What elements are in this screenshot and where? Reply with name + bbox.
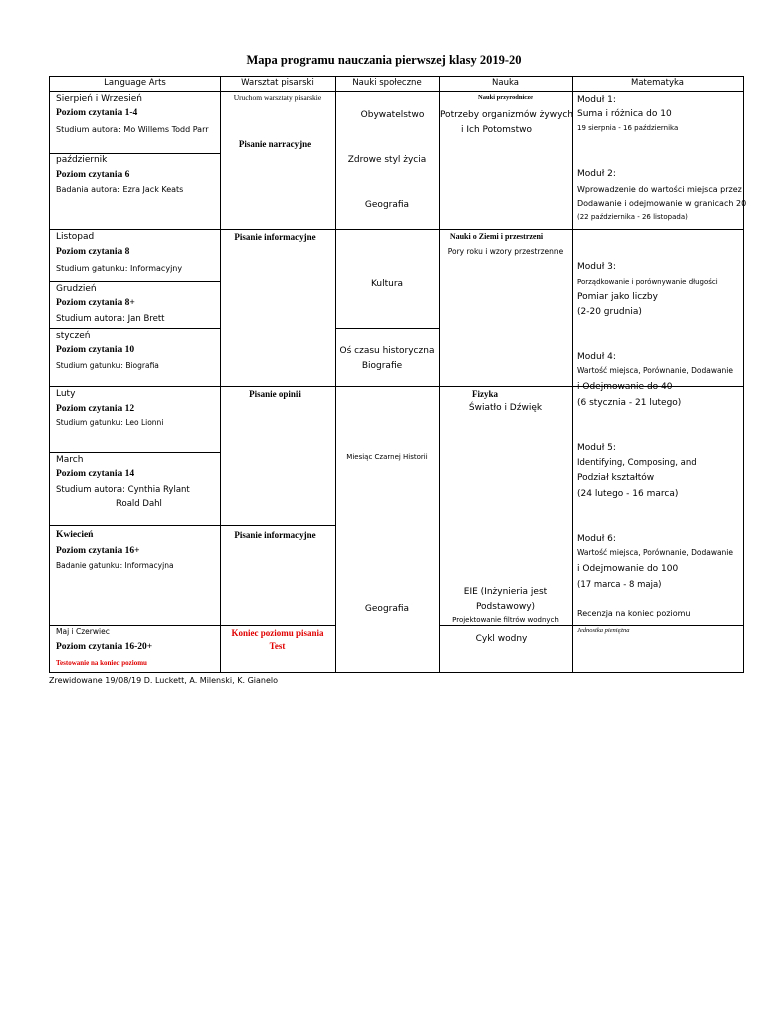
row-divider xyxy=(49,328,221,329)
math-module-title: Moduł 5: xyxy=(577,443,616,453)
science-life-topic-line2: i Ich Potomstwo xyxy=(460,125,533,135)
math-module-topic: Porządkowanie i porównywanie długości xyxy=(577,278,718,286)
reading-level: Poziom czytania 12 xyxy=(56,404,135,414)
month-label: Luty xyxy=(56,389,76,399)
math-module-topic: Wartość miejsca, Porównanie, Dodawanie xyxy=(577,548,733,557)
reading-level: Poziom czytania 1-4 xyxy=(56,108,138,118)
month-label: Kwiecień xyxy=(56,530,94,540)
month-label: Sierpień i Wrzesień xyxy=(56,94,143,104)
reading-level: Poziom czytania 14 xyxy=(56,469,135,479)
column-divider xyxy=(335,76,336,672)
column-header-writing: Warsztat pisarski xyxy=(241,78,314,88)
month-label: Grudzień xyxy=(56,284,97,294)
math-module-dates: (6 stycznia - 21 lutego) xyxy=(577,398,682,408)
reading-level: Poziom czytania 8 xyxy=(56,247,130,257)
column-divider xyxy=(220,76,221,672)
science-physics-topic: Światło i Dźwięk xyxy=(468,403,543,413)
month-label: March xyxy=(56,455,84,465)
math-module-dates: 19 sierpnia - 16 października xyxy=(577,124,679,132)
row-divider xyxy=(439,625,744,626)
row-divider xyxy=(49,525,336,526)
reading-level: Poziom czytania 10 xyxy=(56,345,135,355)
study-label: Studium gatunku: Informacyjny xyxy=(56,264,183,273)
social-black-history: Miesiąc Czarnej Historii xyxy=(346,453,428,461)
science-physics-header: Fizyka xyxy=(472,389,498,399)
writing-informative: Pisanie informacyjne xyxy=(234,232,316,242)
row-divider xyxy=(49,281,221,282)
science-eie-line2: Podstawowy) xyxy=(475,602,536,612)
science-life-topic: Potrzeby organizmów żywych xyxy=(439,110,574,120)
math-module-topic-line2: i Odejmowanie do 40 xyxy=(577,382,673,392)
reading-level: Poziom czytania 8+ xyxy=(56,298,135,308)
math-module-title: Moduł 6: xyxy=(577,534,616,544)
study-label: Studium autora: Cynthia Rylant xyxy=(56,485,190,495)
social-geography: Geografia xyxy=(364,604,410,614)
month-label: Listopad xyxy=(56,232,95,242)
math-module-topic-line2: Podział kształtów xyxy=(577,473,655,483)
math-module-title: Moduł 1: xyxy=(577,95,616,105)
math-money-unit: Jednostka pieniężna xyxy=(577,627,630,634)
study-label: Studium gatunku: Leo Lionni xyxy=(56,418,164,427)
column-divider xyxy=(572,76,573,672)
science-earth-header: Nauki o Ziemi i przestrzeni xyxy=(449,232,544,241)
science-eie: EIE (Inżynieria jest xyxy=(463,587,548,597)
science-earth-topic: Pory roku i wzory przestrzenne xyxy=(447,247,564,256)
column-header-science: Nauka xyxy=(492,78,519,88)
reading-level: Poziom czytania 16-20+ xyxy=(56,642,153,652)
study-label: Badanie gatunku: Informacyjna xyxy=(56,561,174,570)
writing-launch: Uruchom warsztaty pisarskie xyxy=(233,93,322,102)
study-label: Studium gatunku: Biografia xyxy=(56,361,159,370)
month-label: październik xyxy=(56,155,108,165)
math-module-topic-line2: Pomiar jako liczby xyxy=(577,292,658,302)
math-module-title: Moduł 3: xyxy=(577,262,616,272)
document-title: Mapa programu nauczania pierwszej klasy 2019-20 xyxy=(246,53,522,67)
math-module-topic: Identifying, Composing, and xyxy=(577,458,697,468)
study-label-continued: Roald Dahl xyxy=(116,499,162,509)
row-divider xyxy=(49,625,336,626)
math-module-dates: (22 października - 26 listopada) xyxy=(577,213,688,221)
math-review: Recenzja na koniec poziomu xyxy=(577,609,691,618)
table-border-right xyxy=(743,76,744,672)
row-divider xyxy=(49,229,744,230)
table-border-bottom xyxy=(49,672,744,673)
writing-end-test-line2: Test xyxy=(269,641,286,651)
science-water-cycle: Cykl wodny xyxy=(475,634,528,644)
reading-level: Poziom czytania 16+ xyxy=(56,546,140,556)
study-label: Studium autora: Jan Brett xyxy=(56,314,165,324)
table-border-top xyxy=(49,76,744,77)
row-divider xyxy=(49,452,221,453)
math-module-topic: Wartość miejsca, Porównanie, Dodawanie xyxy=(577,366,733,375)
social-civics: Obywatelstwo xyxy=(360,110,425,120)
writing-informative: Pisanie informacyjne xyxy=(234,530,316,540)
math-module-topic-line2: i Odejmowanie do 100 xyxy=(577,564,679,574)
table-border-left xyxy=(49,76,50,672)
social-timeline: Oś czasu historyczna xyxy=(339,346,435,356)
column-header-language-arts: Language Arts xyxy=(104,78,166,88)
math-module-topic-line2: Dodawanie i odejmowanie w granicach 20 xyxy=(577,199,747,208)
reading-level: Poziom czytania 6 xyxy=(56,170,130,180)
study-label: Badania autora: Ezra Jack Keats xyxy=(56,185,184,194)
writing-opinion: Pisanie opinii xyxy=(249,389,301,399)
social-health: Zdrowe styl życia xyxy=(347,155,427,165)
math-module-title: Moduł 2: xyxy=(577,169,616,179)
writing-narrative: Pisanie narracyjne xyxy=(238,139,312,149)
column-header-math: Matematyka xyxy=(631,78,684,88)
writing-end-test: Koniec poziomu pisania xyxy=(231,628,324,638)
row-divider xyxy=(49,153,221,154)
test-note: Testowanie na koniec poziomu xyxy=(56,659,147,667)
revision-footer: Zrewidowane 19/08/19 D. Luckett, A. Milenski, K. Gianelo xyxy=(49,676,278,685)
column-divider xyxy=(439,76,440,672)
math-module-topic: Wprowadzenie do wartości miejsca przez xyxy=(577,185,742,194)
month-label: styczeń xyxy=(56,331,91,341)
header-row-divider xyxy=(49,91,744,92)
science-life-header: Nauki przyrodnicze xyxy=(478,94,533,101)
column-header-social-studies: Nauki społeczne xyxy=(352,78,422,88)
math-module-topic: Suma i różnica do 10 xyxy=(577,109,672,119)
math-module-dates: (2-20 grudnia) xyxy=(577,307,642,317)
social-culture: Kultura xyxy=(370,279,404,289)
math-module-dates: (24 lutego - 16 marca) xyxy=(577,489,679,499)
study-label: Studium autora: Mo Willems Todd Parr xyxy=(56,125,209,134)
social-biographies: Biografie xyxy=(361,361,403,371)
math-module-dates: (17 marca - 8 maja) xyxy=(577,580,662,590)
math-module-title: Moduł 4: xyxy=(577,352,616,362)
row-divider xyxy=(335,328,440,329)
month-label: Maj i Czerwiec xyxy=(56,627,110,636)
science-water-filters: Projektowanie filtrów wodnych xyxy=(452,616,559,624)
social-geography: Geografia xyxy=(364,200,410,210)
